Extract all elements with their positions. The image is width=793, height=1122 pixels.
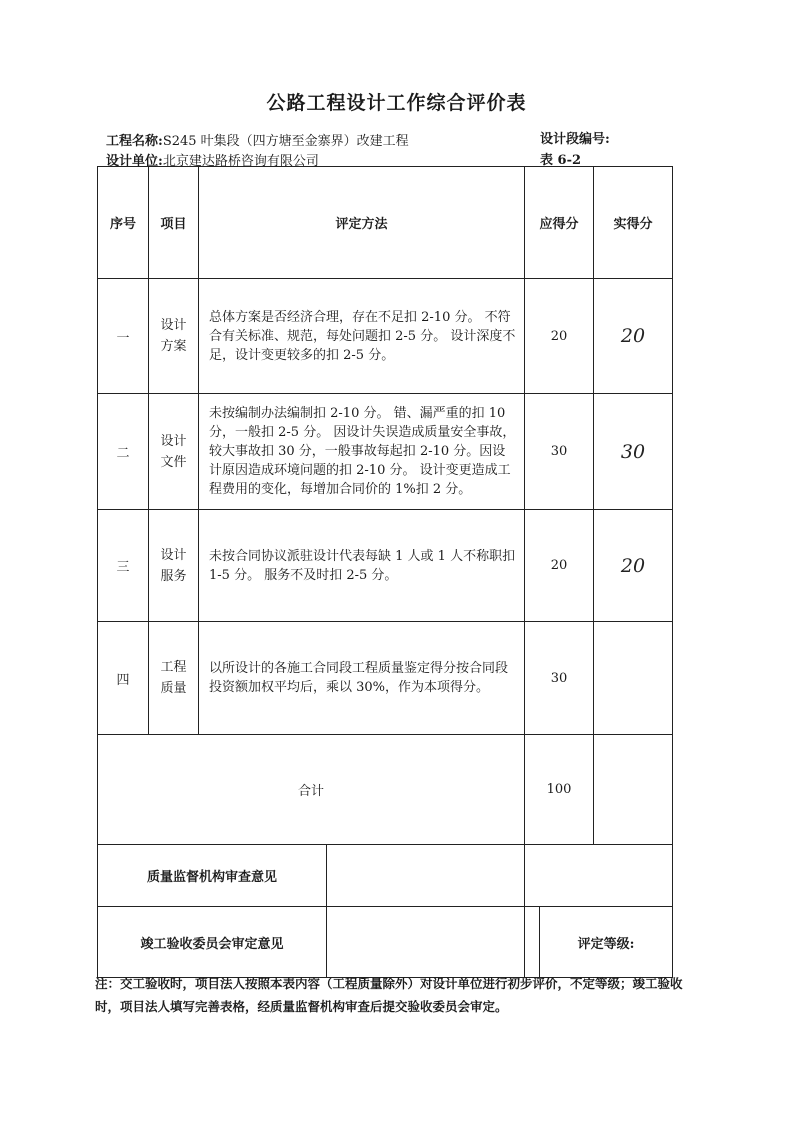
row-item-label: 设计 服务 <box>160 547 187 584</box>
footnote: 注：交工验收时，项目法人按照本表内容（工程质量除外）对设计单位进行初步评价，不定等级；竣工验收时，项目法人填写完善表格，经质量监督机构审查后提交验收委员会审定。 <box>95 976 683 1014</box>
row-index: 四 <box>98 622 149 735</box>
supervision-label: 质量监督机构审查意见 <box>98 845 327 906</box>
supervision-value <box>327 845 524 906</box>
total-row <box>98 735 673 845</box>
supervision-cell <box>98 845 525 907</box>
total-actual <box>594 735 673 845</box>
row-index: 二 <box>98 394 149 510</box>
project-label: 工程名称: <box>106 134 163 149</box>
unit-label: 设计单位: <box>106 154 163 169</box>
header-full-score: 应得分 <box>525 167 594 279</box>
row-index: 三 <box>98 510 149 622</box>
row-index: 一 <box>98 279 149 394</box>
table-row <box>98 394 673 510</box>
project-name: S245 叶集段（四方塘至金寨界）改建工程 <box>162 134 409 149</box>
row-full-score: 20 <box>525 510 594 622</box>
table-row <box>98 622 673 735</box>
supervision-row <box>98 845 673 907</box>
supervision-value-extra <box>525 845 673 907</box>
committee-cell <box>98 907 525 978</box>
total-label: 合计 <box>98 735 525 845</box>
row-item <box>149 394 199 510</box>
row-item-label: 设计 文件 <box>160 433 187 470</box>
row-item <box>149 510 199 622</box>
row-item <box>149 279 199 394</box>
row-method: 总体方案是否经济合理，存在不足扣 2-10 分。 不符合有关标准、规范，每处问题扣 2-5 分。 设计深度不足，设计变更较多的扣 2-5 分。 <box>199 279 525 394</box>
row-method: 以所设计的各施工合同段工程质量鉴定得分按合同段投资额加权平均后，乘以 30%，作为本项得分。 <box>199 622 525 735</box>
row-method: 未按合同协议派驻设计代表每缺 1 人或 1 人不称职扣 1-5 分。 服务不及时扣 2-5 分。 <box>199 510 525 622</box>
row-method: 未按编制办法编制扣 2-10 分。 错、漏严重的扣 10 分，一般扣 2-5 分。 因设计失误造成质量安全事故，较大事故扣 30 分，一般事故每起扣 2-10 分。因设计原因造成环境问题的扣 2-10 分。 设计变更造成工程费用的变化，每增加合同价的 1%扣 2 分。 <box>199 394 525 510</box>
header-index: 序号 <box>98 167 149 279</box>
row-full-score: 30 <box>525 394 594 510</box>
table-row <box>98 279 673 394</box>
committee-label: 竣工验收委员会审定意见 <box>98 907 327 977</box>
header-method: 评定方法 <box>199 167 525 279</box>
row-actual-score: 20 <box>594 279 673 394</box>
row-full-score: 20 <box>525 279 594 394</box>
grade-label: 评定等级: <box>577 936 635 952</box>
row-actual-score: 20 <box>594 510 673 622</box>
row-full-score: 30 <box>525 622 594 735</box>
row-item-label: 工程 质量 <box>160 660 187 696</box>
table-row <box>98 510 673 622</box>
row-actual-score <box>594 622 673 735</box>
total-score: 100 <box>525 735 594 845</box>
committee-row <box>98 907 673 978</box>
evaluation-table <box>97 166 673 978</box>
page-title: 公路工程设计工作综合评价表 <box>266 92 527 114</box>
row-actual-score: 30 <box>594 394 673 510</box>
header-actual-score: 实得分 <box>594 167 673 279</box>
table-number: 表 6-2 <box>540 153 582 168</box>
table-header-row <box>98 167 673 279</box>
row-item-label: 设计 方案 <box>160 318 187 354</box>
header-item: 项目 <box>149 167 199 279</box>
section-code-label: 设计段编号: <box>540 132 610 147</box>
committee-value <box>327 907 524 977</box>
project-name-line <box>106 130 409 149</box>
grade-cell <box>525 907 673 978</box>
unit-name: 北京建达路桥咨询有限公司 <box>162 154 319 169</box>
row-item <box>149 622 199 735</box>
